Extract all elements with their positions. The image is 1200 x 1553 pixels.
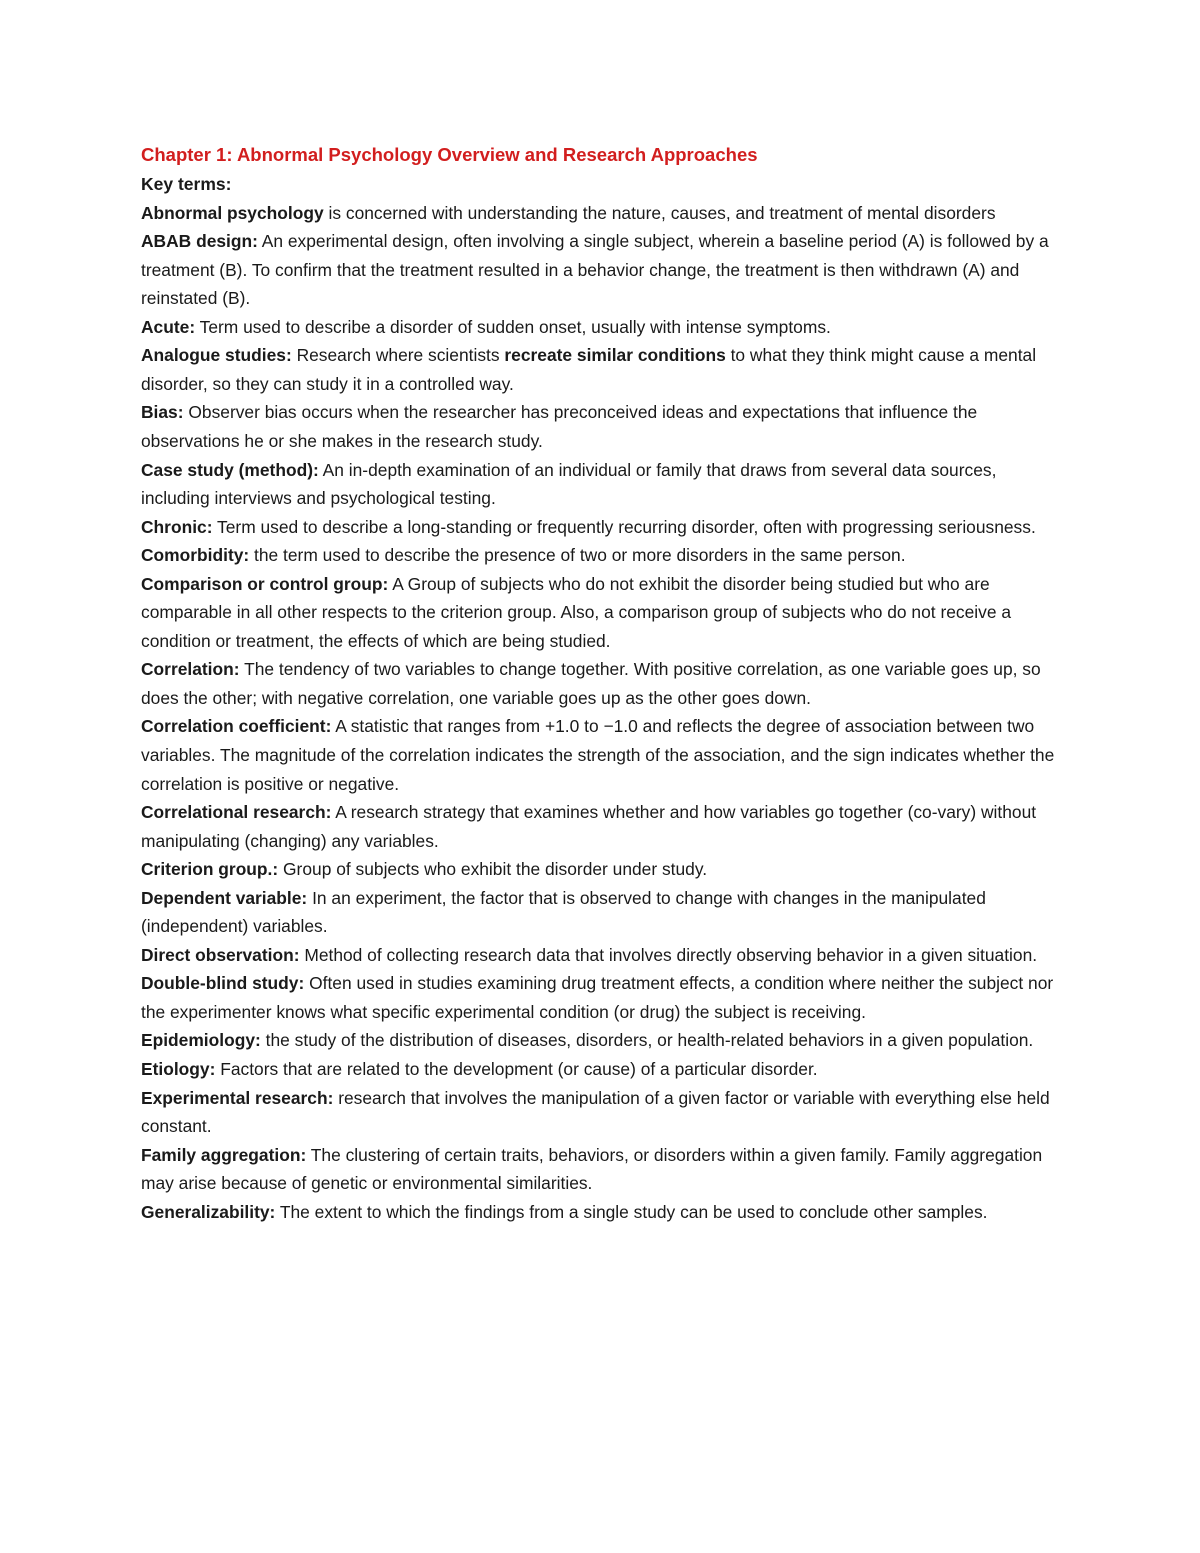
term-definition: to what they think might cause a mental disorder, so they can study it in a controlled way. xyxy=(141,345,1037,394)
term-entry xyxy=(141,1084,1061,1141)
term-entry xyxy=(141,313,1061,342)
term-definition: In an experiment, the factor that is observed to change with changes in the manipulated (independent) variables. xyxy=(141,887,986,937)
term-definition: The extent to which the findings from a single study can be used to conclude other samples. xyxy=(279,1201,988,1222)
term-label: Chronic: xyxy=(141,516,213,537)
term-definition: research that involves the manipulation of a given factor or variable with everything else held constant. xyxy=(141,1087,1050,1137)
term-label: Criterion group.: xyxy=(141,859,279,880)
term-label: Double-blind study: xyxy=(141,973,305,994)
term-label: ABAB design: xyxy=(141,231,258,252)
term-entry xyxy=(141,1198,1061,1227)
term-entry xyxy=(141,456,1061,513)
term-entry xyxy=(141,513,1061,542)
term-entry xyxy=(141,1055,1061,1084)
term-definition: Method of collecting research data that involves directly observing behavior in a given situation. xyxy=(304,944,1038,965)
term-label: Abnormal psychology xyxy=(141,202,324,223)
term-label: Epidemiology: xyxy=(141,1030,261,1051)
term-label: Generalizability: xyxy=(141,1201,276,1222)
term-definition: A statistic that ranges from +1.0 to −1.0 and reflects the degree of association between two variables. The magnitude of the correlation indicates the strength of the association, and the sign indicates whether the correlation is positive or negative. xyxy=(141,716,1055,794)
term-definition: the study of the distribution of diseases, disorders, or health-related behaviors in a given population. xyxy=(265,1030,1034,1051)
term-entry xyxy=(141,855,1061,884)
term-entry xyxy=(141,341,1061,398)
term-label: Case study (method): xyxy=(141,459,319,480)
term-definition: An in-depth examination of an individual or family that draws from several data sources, including interviews and psychological testing. xyxy=(141,459,997,509)
term-entry xyxy=(141,570,1061,656)
term-definition: An experimental design, often involving a single subject, wherein a baseline period (A) is followed by a treatment (B). To confirm that the treatment resulted in a behavior change, the treatment is then withdrawn (A) and reinstated (B). xyxy=(141,231,1049,309)
key-terms-heading: Key terms: xyxy=(141,174,232,194)
term-entry xyxy=(141,884,1061,941)
term-definition-emphasis: recreate similar conditions xyxy=(504,345,726,366)
term-definition: Factors that are related to the development (or cause) of a particular disorder. xyxy=(220,1059,818,1079)
term-label: Analogue studies: xyxy=(141,345,292,366)
term-entry xyxy=(141,969,1061,1026)
term-definition: Term used to describe a long-standing or frequently recurring disorder, often with progressing seriousness. xyxy=(217,516,1036,537)
term-entry xyxy=(141,1026,1061,1055)
term-label: Comparison or control group: xyxy=(141,573,389,594)
term-label: Comorbidity: xyxy=(141,545,250,566)
term-definition: is concerned with understanding the nature, causes, and treatment of mental disorders xyxy=(328,202,996,223)
term-definition: Group of subjects who exhibit the disorder under study. xyxy=(283,859,708,880)
term-label: Correlation: xyxy=(141,659,240,680)
chapter-title: Chapter 1: Abnormal Psychology Overview and Research Approaches xyxy=(141,144,758,165)
term-definition: The clustering of certain traits, behaviors, or disorders within a given family. Family aggregation may arise because of genetic or environmental similarities. xyxy=(141,1144,1043,1194)
term-label: Correlation coefficient: xyxy=(141,716,332,737)
term-label: Acute: xyxy=(141,316,196,337)
term-entry xyxy=(141,1141,1061,1198)
term-label: Direct observation: xyxy=(141,944,300,965)
document-page xyxy=(141,140,1061,1226)
term-label: Bias: xyxy=(141,402,184,423)
term-label: Correlational research: xyxy=(141,802,332,823)
term-definition: The tendency of two variables to change together. With positive correlation, as one variable goes up, so does the other; with negative correlation, one variable goes up as the other goes down. xyxy=(141,659,1041,708)
term-entry xyxy=(141,541,1061,570)
term-definition: Observer bias occurs when the researcher has preconceived ideas and expectations that influence the observations he or she makes in the research study. xyxy=(141,402,978,451)
term-definition: Often used in studies examining drug treatment effects, a condition where neither the subject nor the experimenter knows what specific experimental condition (or drug) the subject is receiving. xyxy=(141,973,1054,1022)
term-definition: the term used to describe the presence of two or more disorders in the same person. xyxy=(254,545,906,566)
term-entry xyxy=(141,199,1061,228)
term-entry xyxy=(141,712,1061,798)
term-definition: Research where scientists xyxy=(296,345,500,366)
term-entry xyxy=(141,798,1061,855)
term-entry xyxy=(141,941,1061,970)
term-label: Family aggregation: xyxy=(141,1144,307,1165)
term-label: Etiology: xyxy=(141,1059,216,1079)
term-entry xyxy=(141,227,1061,313)
term-definition: A Group of subjects who do not exhibit the disorder being studied but who are comparable in all other respects to the criterion group. Also, a comparison group of subjects who do not receive a condition or treatment, the effects of which are being studied. xyxy=(141,573,1012,651)
term-definition: A research strategy that examines whether and how variables go together (co-vary) without manipulating (changing) any variables. xyxy=(141,802,1037,851)
term-entry xyxy=(141,655,1061,712)
term-entry xyxy=(141,398,1061,455)
term-label: Dependent variable: xyxy=(141,887,308,908)
term-label: Experimental research: xyxy=(141,1087,334,1108)
term-definition: Term used to describe a disorder of sudden onset, usually with intense symptoms. xyxy=(199,316,831,337)
